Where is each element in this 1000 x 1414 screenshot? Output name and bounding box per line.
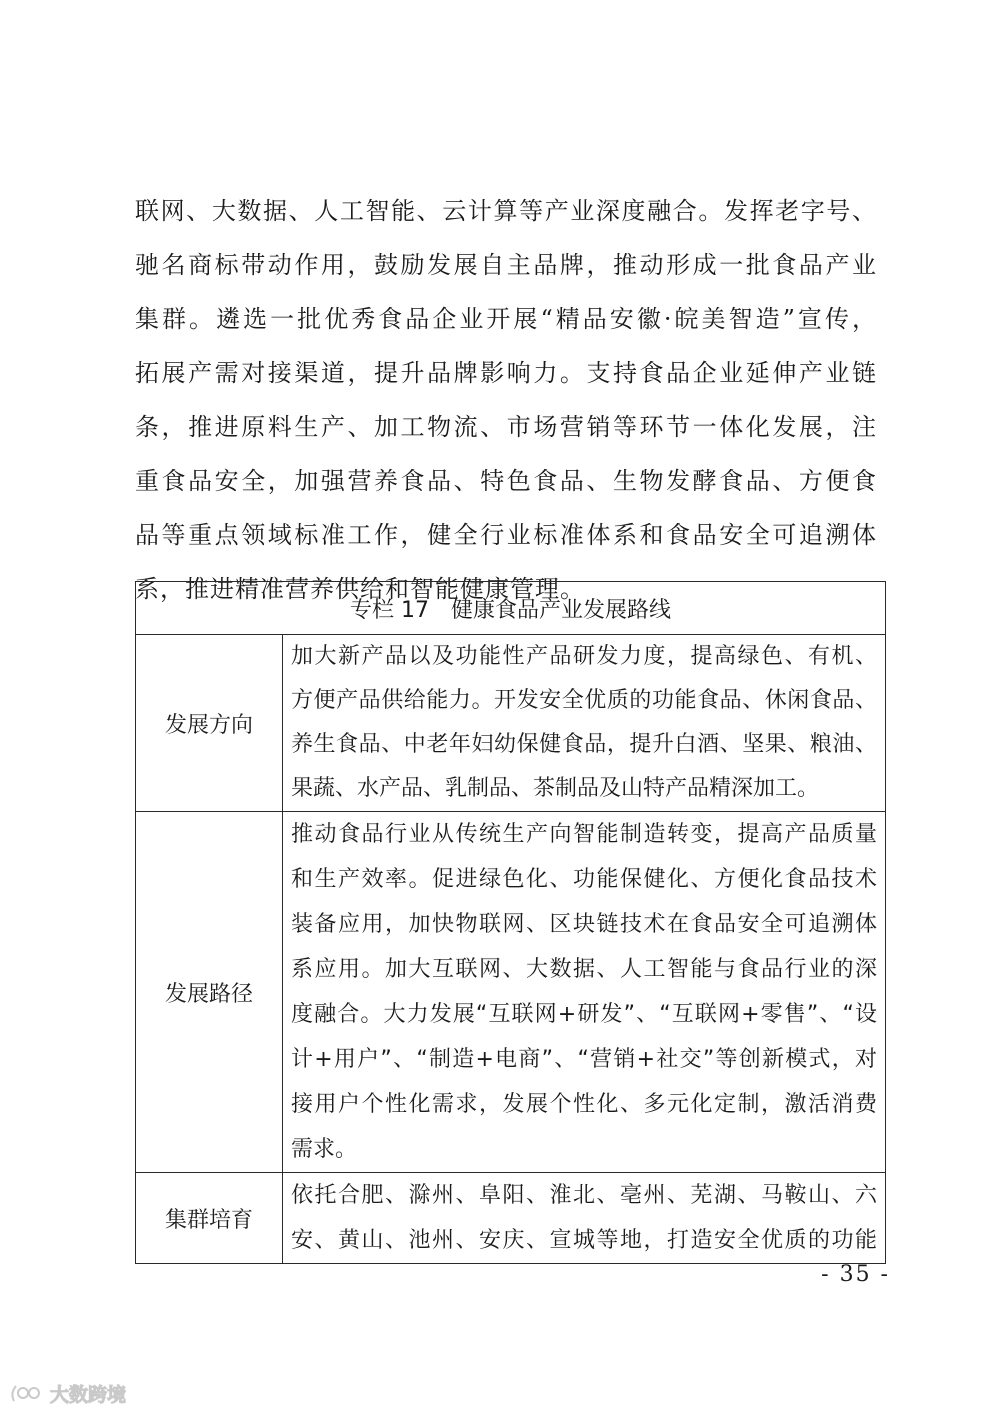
content-line: 方便产品供给能力。开发安全优质的功能食品、休闲食品、: [291, 688, 877, 713]
content-line: 养生食品、中老年妇幼保健食品，提升白酒、坚果、粮油、: [291, 732, 877, 757]
row-content-path: [283, 812, 886, 1173]
watermark: [8, 1380, 126, 1406]
content-line: 装备应用，加快物联网、区块链技术在食品安全可追溯体: [291, 912, 877, 937]
watermark-logo-icon: [8, 1381, 48, 1405]
row-label-path: 发展路径: [136, 812, 283, 1173]
content-line: 和生产效率。促进绿色化、功能保健化、方便化食品技术: [291, 867, 877, 892]
row-content-cluster: [283, 1173, 886, 1264]
content-line: 需求。: [291, 1137, 358, 1162]
row-label-cluster: 集群培育: [136, 1173, 283, 1264]
watermark-text: 大数跨境: [50, 1383, 127, 1406]
body-paragraph: [135, 184, 877, 616]
feature-box-table: [135, 581, 886, 1264]
content-line: 度融合。大力发展“互联网+研发”、“互联网+零售”、“设: [291, 1002, 877, 1027]
paragraph-line: 集群。遴选一批优秀食品企业开展“精品安徽·皖美智造”宣传，: [135, 305, 877, 333]
paragraph-line: 联网、大数据、人工智能、云计算等产业深度融合。发挥老字号、: [135, 197, 877, 225]
content-line: 加大新产品以及功能性产品研发力度，提高绿色、有机、: [291, 644, 877, 669]
content-line: 计+用户”、“制造+电商”、“营销+社交”等创新模式，对: [291, 1047, 877, 1072]
row-label-direction: 发展方向: [136, 635, 283, 812]
row-content-direction: [283, 635, 886, 812]
paragraph-line: 条，推进原料生产、加工物流、市场营销等环节一体化发展，注: [135, 413, 877, 441]
content-line: 果蔬、水产品、乳制品、茶制品及山特产品精深加工。: [291, 776, 820, 801]
table-title: 专栏 17 健康食品产业发展路线: [136, 582, 886, 635]
content-line: 系应用。加大互联网、大数据、人工智能与食品行业的深: [291, 957, 877, 982]
content-line: 推动食品行业从传统生产向智能制造转变，提高产品质量: [291, 822, 877, 847]
table-row: [136, 812, 886, 1173]
paragraph-line: 系，推进精准营养供给和智能健康管理。: [135, 575, 585, 603]
content-line: 接用户个性化需求，发展个性化、多元化定制，激活消费: [291, 1092, 877, 1117]
table-row: [136, 635, 886, 812]
paragraph-line: 重食品安全，加强营养食品、特色食品、生物发酵食品、方便食: [135, 467, 877, 495]
page-number: - 35 -: [821, 1262, 890, 1287]
paragraph-line: 驰名商标带动作用，鼓励发展自主品牌，推动形成一批食品产业: [135, 251, 877, 279]
table-title-row: [136, 582, 886, 635]
content-line: 依托合肥、滁州、阜阳、淮北、亳州、芜湖、马鞍山、六: [291, 1183, 877, 1208]
table-row: [136, 1173, 886, 1264]
paragraph-line: 拓展产需对接渠道，提升品牌影响力。支持食品企业延伸产业链: [135, 359, 877, 387]
paragraph-line: 品等重点领域标准工作，健全行业标准体系和食品安全可追溯体: [135, 521, 877, 549]
content-line: 安、黄山、池州、安庆、宣城等地，打造安全优质的功能: [291, 1228, 877, 1253]
